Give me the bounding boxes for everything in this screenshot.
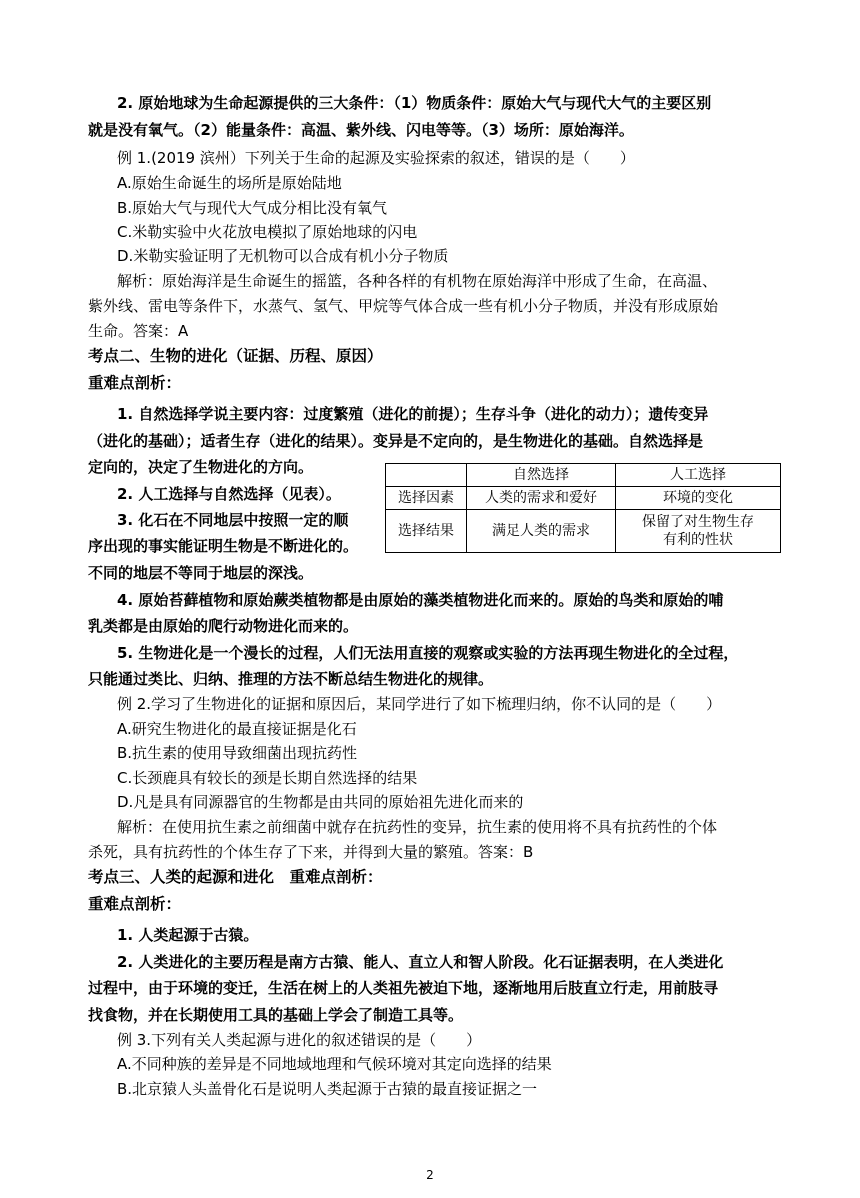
- selection-table: [385, 463, 781, 553]
- solution-line: 解析：在使用抗生素之前细菌中就存在抗药性的变异，抗生素的使用将不具有抗药性的个体: [117, 818, 718, 836]
- table-row: [386, 464, 781, 487]
- paragraph-line: 序出现的事实能证明生物是不断进化的。: [88, 537, 359, 555]
- solution-line: 解析：原始海洋是生命诞生的摇篮，各种各样的有机物在原始海洋中形成了生命，在高温、: [117, 272, 718, 290]
- table-cell-line: 有利的性状: [663, 532, 733, 548]
- section-heading: 考点二、生物的进化（证据、历程、原因）: [88, 347, 383, 365]
- solution-line: 紫外线、雷电等条件下，水蒸气、氢气、甲烷等气体合成一些有机小分子物质，并没有形成原始: [88, 297, 719, 315]
- table-cell: 人类的需求和爱好: [467, 487, 616, 510]
- option-b: B.抗生素的使用导致细菌出现抗药性: [117, 744, 358, 762]
- example-question: 例 2.学习了生物进化的证据和原因后，某同学进行了如下梳理归纳，你不认同的是（ ）: [117, 695, 722, 713]
- paragraph-line: 3. 化石在不同地层中按照一定的顺: [117, 511, 349, 529]
- paragraph-line: 乳类都是由原始的爬行动物进化而来的。: [88, 617, 359, 635]
- table-row: [386, 487, 781, 510]
- page-number: 2: [426, 1168, 434, 1182]
- paragraph-line: 2. 人类进化的主要历程是南方古猿、能人、直立人和智人阶段。化石证据表明，在人类进化: [117, 953, 724, 971]
- section-subheading: 重难点剖析：: [88, 374, 182, 392]
- option-d: D.米勒实验证明了无机物可以合成有机小分子物质: [117, 247, 449, 265]
- paragraph-line: 找食物，并在长期使用工具的基础上学会了制造工具等。: [88, 1006, 464, 1024]
- option-b: B.原始大气与现代大气成分相比没有氧气: [117, 199, 388, 217]
- option-c: C.长颈鹿具有较长的颈是长期自然选择的结果: [117, 769, 418, 787]
- table-cell: 人工选择: [616, 464, 781, 487]
- paragraph-line: 2. 原始地球为生命起源提供的三大条件：（1）物质条件：原始大气与现代大气的主要区别: [117, 94, 712, 112]
- option-b: B.北京猿人头盖骨化石是说明人类起源于古猿的最直接证据之一: [117, 1080, 538, 1098]
- solution-line: 杀死，具有抗药性的个体生存了下来，并得到大量的繁殖。答案：B: [88, 843, 534, 861]
- table-cell-line: 保留了对生物生存: [642, 514, 754, 530]
- option-a: A.原始生命诞生的场所是原始陆地: [117, 174, 342, 192]
- example-question: 例 3.下列有关人类起源与进化的叙述错误的是（ ）: [117, 1031, 482, 1049]
- paragraph-line: 只能通过类比、归纳、推理的方法不断总结生物进化的规律。: [88, 670, 494, 688]
- section-heading: 考点三、人类的起源和进化 重难点剖析：: [88, 868, 383, 886]
- paragraph-line: 1. 人类起源于古猿。: [117, 926, 259, 944]
- option-c: C.米勒实验中火花放电模拟了原始地球的闪电: [117, 223, 418, 241]
- section-subheading: 重难点剖析：: [88, 895, 182, 913]
- option-d: D.凡是具有同源器官的生物都是由共同的原始祖先进化而来的: [117, 793, 524, 811]
- paragraph-line: 过程中，由于环境的变迁，生活在树上的人类祖先被迫下地，逐渐地用后肢直立行走，用前肢寻: [88, 979, 719, 997]
- option-a: A.不同种族的差异是不同地域地理和气候环境对其定向选择的结果: [117, 1055, 552, 1073]
- paragraph-line: 就是没有氧气。（2）能量条件：高温、紫外线、闪电等等。（3）场所：原始海洋。: [88, 121, 634, 139]
- table-cell: 环境的变化: [616, 487, 781, 510]
- table-cell: 选择结果: [386, 510, 467, 553]
- table-cell: [386, 464, 467, 487]
- paragraph-line: 5. 生物进化是一个漫长的过程，人们无法用直接的观察或实验的方法再现生物进化的全过程，: [117, 644, 739, 662]
- example-question: 例 1.(2019 滨州）下列关于生命的起源及实验探索的叙述，错误的是（ ）: [117, 149, 635, 167]
- paragraph-line: 2. 人工选择与自然选择（见表）。: [117, 485, 341, 503]
- table-cell: 自然选择: [467, 464, 616, 487]
- table-cell: 满足人类的需求: [467, 510, 616, 553]
- paragraph-line: 4. 原始苔藓植物和原始蕨类植物都是由原始的藻类植物进化而来的。原始的鸟类和原始的哺: [117, 591, 724, 609]
- table-cell: [616, 510, 781, 553]
- paragraph-line: （进化的基础）；适者生存（进化的结果）。变异是不定向的，是生物进化的基础。自然选择是: [88, 432, 704, 450]
- option-a: A.研究生物进化的最直接证据是化石: [117, 720, 357, 738]
- paragraph-line: 不同的地层不等同于地层的深浅。: [88, 564, 314, 582]
- paragraph-line: 定向的，决定了生物进化的方向。: [88, 458, 314, 476]
- table-cell: 选择因素: [386, 487, 467, 510]
- paragraph-line: 1. 自然选择学说主要内容：过度繁殖（进化的前提）；生存斗争（进化的动力）；遗传变异: [117, 405, 709, 423]
- table-row: [386, 510, 781, 553]
- solution-line: 生命。答案：A: [88, 322, 189, 340]
